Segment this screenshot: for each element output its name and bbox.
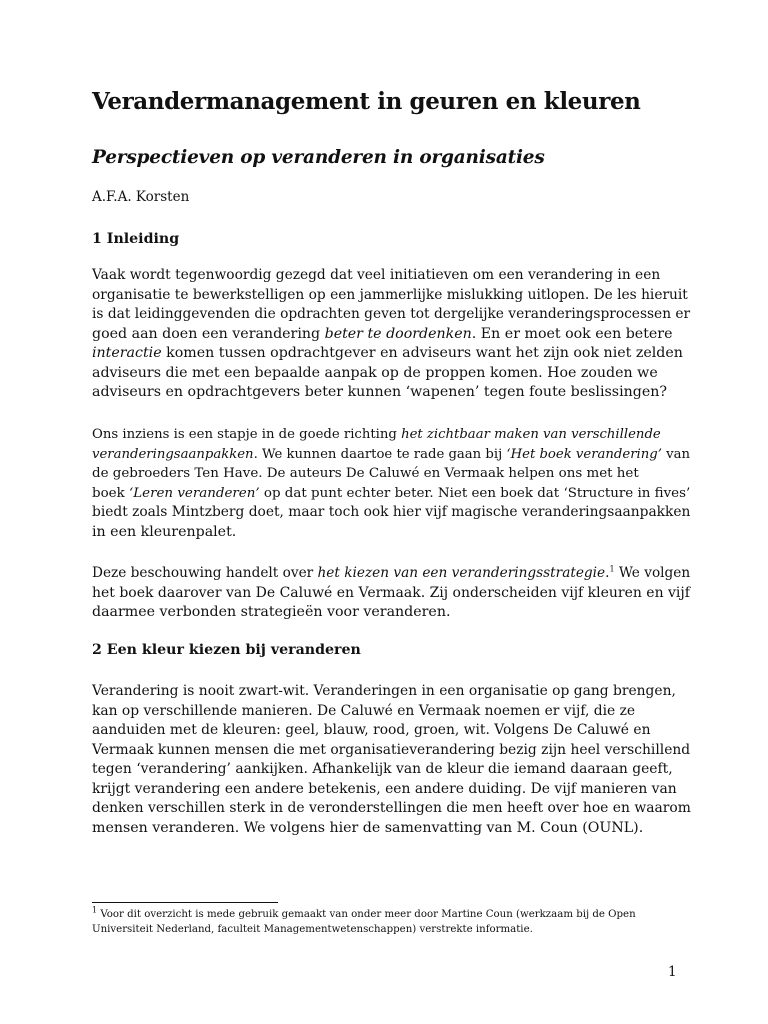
author-line: A.F.A. Korsten: [92, 189, 190, 205]
text-line: Vermaak kunnen mensen die met organisatieverandering bezig zijn heel verschillend: [92, 741, 691, 758]
footnote-separator: [92, 902, 278, 903]
text-line: [92, 445, 690, 465]
text-run: komen tussen opdrachtgever en adviseurs want het zijn ook niet zelden: [161, 345, 683, 361]
text-line: [92, 325, 690, 345]
text-line: het boek daarover van De Caluwé en Vermaak. Zij onderscheiden vijf kleuren en vijf: [92, 584, 690, 601]
text-line: de gebroeders Ten Have. De auteurs De Caluwé en Vermaak helpen ons met het: [92, 466, 639, 481]
section-heading-kleur-kiezen: 2 Een kleur kiezen bij veranderen: [92, 642, 361, 658]
emphasis-text: beter te doordenken: [324, 325, 472, 342]
text-line: mensen veranderen. We volgens hier de samenvatting van M. Coun (OUNL).: [92, 819, 644, 836]
text-line: denken verschillen sterk in de veronderstellingen die men heeft over hoe en waarom: [92, 800, 691, 816]
text-line: adviseurs die met een bepaalde aanpak op de proppen komen. Hoe zouden we: [92, 364, 658, 381]
text-line: [92, 907, 636, 922]
text-run: Deze beschouwing handelt over: [92, 565, 318, 581]
text-run: . En er moet ook een betere: [471, 325, 673, 342]
paragraph-intro-2: [92, 425, 690, 542]
emphasis-text: veranderingsaanpakken: [92, 446, 254, 462]
footnote: [92, 907, 636, 937]
text-run: Ons inziens is een stapje in de goede richting: [92, 427, 402, 442]
text-line: [92, 564, 690, 584]
section-heading-inleiding: 1 Inleiding: [92, 231, 180, 247]
emphasis-text: interactie: [92, 345, 162, 361]
text-line: [92, 344, 690, 364]
paragraph-kleur-1: [92, 682, 691, 838]
text-run: . We kunnen daartoe te rade gaan bij: [253, 446, 507, 462]
text-run: Voor dit overzicht is mede gebruik gemaakt van onder meer door Martine Coun (werkzaam bij de Open: [97, 909, 636, 920]
footnote-marker: 1: [92, 905, 98, 915]
text-run: van: [661, 446, 691, 462]
emphasis-text: het zichtbaar maken van verschillende: [401, 427, 661, 442]
text-line: adviseurs en opdrachtgevers beter kunnen ‘wapenen’ tegen foute beslissingen?: [92, 384, 667, 400]
text-run: boek: [92, 485, 129, 501]
text-run: We volgen: [614, 565, 691, 581]
text-line: tegen ‘verandering’ aankijken. Afhankelijk van de kleur die iemand daaraan geeft,: [92, 761, 673, 777]
text-line: organisatie te bewerkstelligen op een jammerlijke mislukking uitlopen. De les hieruit: [92, 286, 688, 303]
text-line: [92, 425, 690, 445]
text-run: op dat punt echter beter. Niet een boek dat ‘Structure in fives’: [259, 485, 691, 501]
text-line: biedt zoals Mintzberg doet, maar toch ook hier vijf magische veranderingsaanpakken: [92, 504, 691, 520]
text-line: is dat leidinggevenden die opdrachten geven tot dergelijke veranderingsprocessen er: [92, 306, 691, 322]
text-line: krijgt verandering een andere betekenis, een andere duiding. De vijf manieren van: [92, 780, 677, 797]
text-line: [92, 484, 690, 504]
text-run: goed aan doen een verandering: [92, 325, 325, 342]
text-line: kan op verschillende manieren. De Caluwé en Vermaak noemen er vijf, die ze: [92, 702, 636, 719]
emphasis-text: het kiezen van een veranderingsstrategie: [317, 565, 606, 581]
text-line: in een kleurenpalet.: [92, 523, 237, 540]
text-line: daarmee verbonden strategieën voor veranderen.: [92, 604, 451, 620]
text-run: .: [605, 565, 610, 581]
paragraph-intro-1: [92, 266, 690, 403]
text-line: aanduiden met de kleuren: geel, blauw, rood, groen, wit. Volgens De Caluwé en: [92, 722, 651, 738]
text-line: Verandering is nooit zwart-wit. Veranderingen in een organisatie op gang brengen,: [92, 683, 676, 699]
text-line: Universiteit Nederland, faculteit Managementwetenschappen) verstrekte informatie.: [92, 924, 533, 935]
document-title: Verandermanagement in geuren en kleuren: [92, 88, 641, 115]
footnote-reference: 1: [609, 564, 615, 574]
text-line: Vaak wordt tegenwoordig gezegd dat veel initiatieven om een verandering in een: [92, 267, 661, 283]
document-subtitle: Perspectieven op veranderen in organisaties: [92, 147, 545, 168]
page-number: 1: [668, 964, 677, 980]
book-title-text: ‘Leren veranderen’: [128, 485, 260, 501]
paragraph-intro-3: [92, 564, 690, 623]
book-title-text: ‘Het boek verandering’: [506, 446, 662, 462]
